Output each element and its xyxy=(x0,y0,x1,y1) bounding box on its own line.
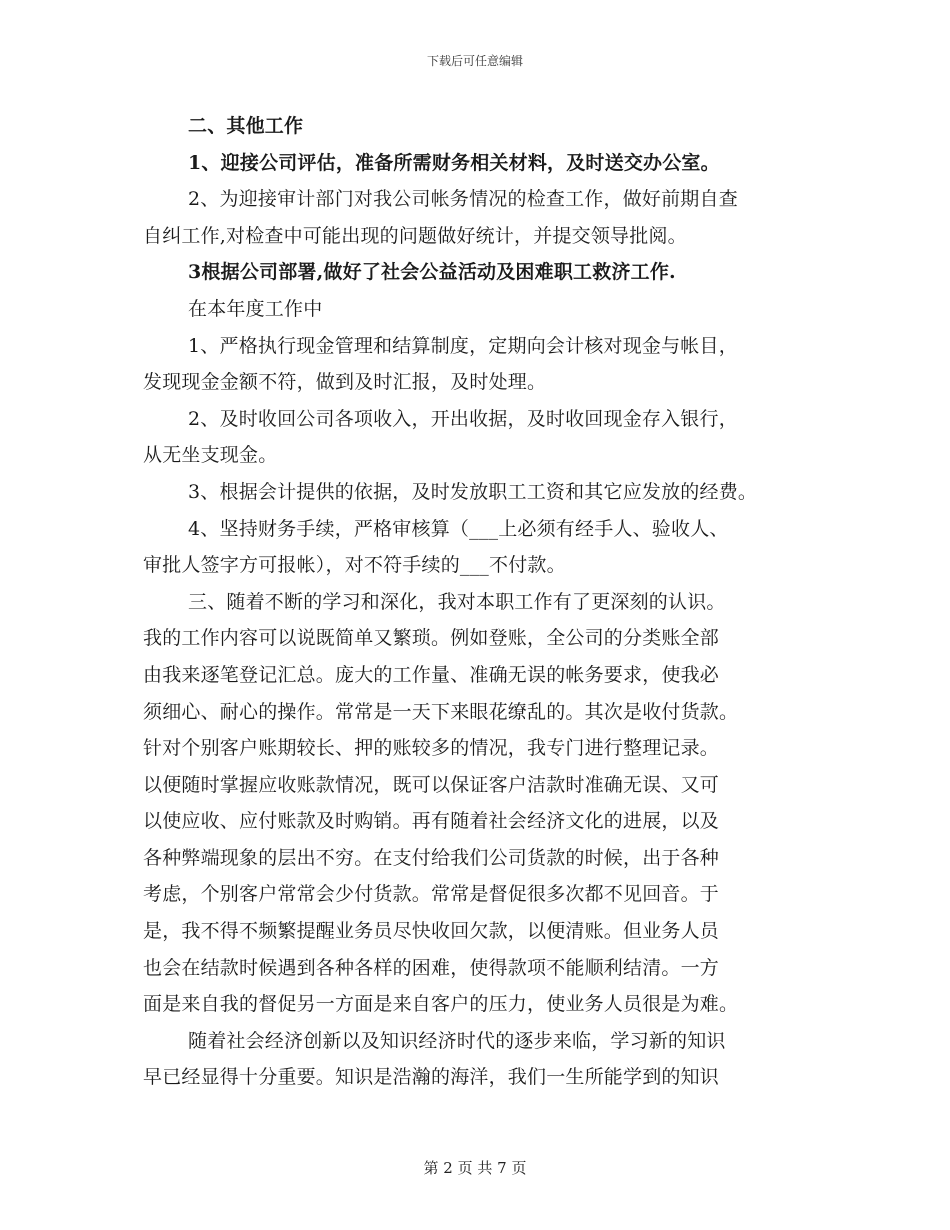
text-line: 面是来自我的督促另一方面是来自客户的压力，使业务人员很是为难。 xyxy=(143,993,739,1016)
text-line: 二、其他工作 xyxy=(188,115,304,137)
text-line: 从无坐支现金。 xyxy=(143,444,278,467)
text-line: 发现现金金额不符，做到及时汇报，及时处理。 xyxy=(143,371,547,394)
text-line: 三、随着不断的学习和深化，我对本职工作有了更深刻的认识。 xyxy=(188,590,726,613)
text-line: 考虑，个别客户常常会少付货款。常常是督促很多次都不见回音。于 xyxy=(143,883,720,906)
text-line: 2、及时收回公司各项收入，开出收据，及时收回现金存入银行， xyxy=(188,407,738,430)
text-line: 也会在结款时候遇到各种各样的困难，使得款项不能顺利结清。一方 xyxy=(143,956,720,979)
text-line: 在本年度工作中 xyxy=(188,297,323,320)
text-line: 审批人签字方可报帐），对不符手续的___不付款。 xyxy=(143,554,566,577)
text-line: 2、为迎接审计部门对我公司帐务情况的检查工作，做好前期自查 xyxy=(188,188,738,211)
text-line: 各种弊端现象的层出不穷。在支付给我们公司货款的时候，出于各种 xyxy=(143,846,720,869)
text-line: 是，我不得不频繁提醒业务员尽快收回欠款，以便清账。但业务人员 xyxy=(143,920,720,943)
text-line: 由我来逐笔登记汇总。庞大的工作量、准确无误的帐务要求，使我必 xyxy=(143,663,720,686)
text-line: 早已经显得十分重要。知识是浩瀚的海洋，我们一生所能学到的知识 xyxy=(143,1066,720,1089)
text-line: 4、坚持财务手续，严格审核算（___上必须有经手人、验收人、 xyxy=(188,517,729,540)
page-header-note: 下载后可任意编辑 xyxy=(426,54,523,68)
text-line: 须细心、耐心的操作。常常是一天下来眼花缭乱的。其次是收付货款。 xyxy=(143,700,739,723)
text-line: 我的工作内容可以说既简单又繁琐。例如登账，全公司的分类账全部 xyxy=(143,627,720,650)
text-line: 以便随时掌握应收账款情况，既可以保证客户洁款时准确无误、又可 xyxy=(143,773,720,796)
text-line: 自纠工作,对检查中可能出现的问题做好统计，并提交领导批阅。 xyxy=(143,224,687,247)
text-line: 1、迎接公司评估，准备所需财务相关材料，及时送交办公室。 xyxy=(188,151,720,174)
text-line: 3根据公司部署,做好了社会公益活动及困难职工救济工作. xyxy=(188,261,676,284)
text-line: 1、严格执行现金管理和结算制度，定期向会计核对现金与帐目， xyxy=(188,334,738,357)
text-line: 随着社会经济创新以及知识经济时代的逐步来临，学习新的知识 xyxy=(188,1029,726,1052)
text-line: 以使应收、应付账款及时购销。再有随着社会经济文化的进展，以及 xyxy=(143,810,720,833)
text-line: 3、根据会计提供的依据，及时发放职工工资和其它应发放的经费。 xyxy=(188,480,758,503)
document-body xyxy=(143,108,813,1096)
text-line: 针对个别客户账期较长、押的账较多的情况，我专门进行整理记录。 xyxy=(143,737,720,760)
page-number: 第 2 页 共 7 页 xyxy=(423,1159,527,1177)
